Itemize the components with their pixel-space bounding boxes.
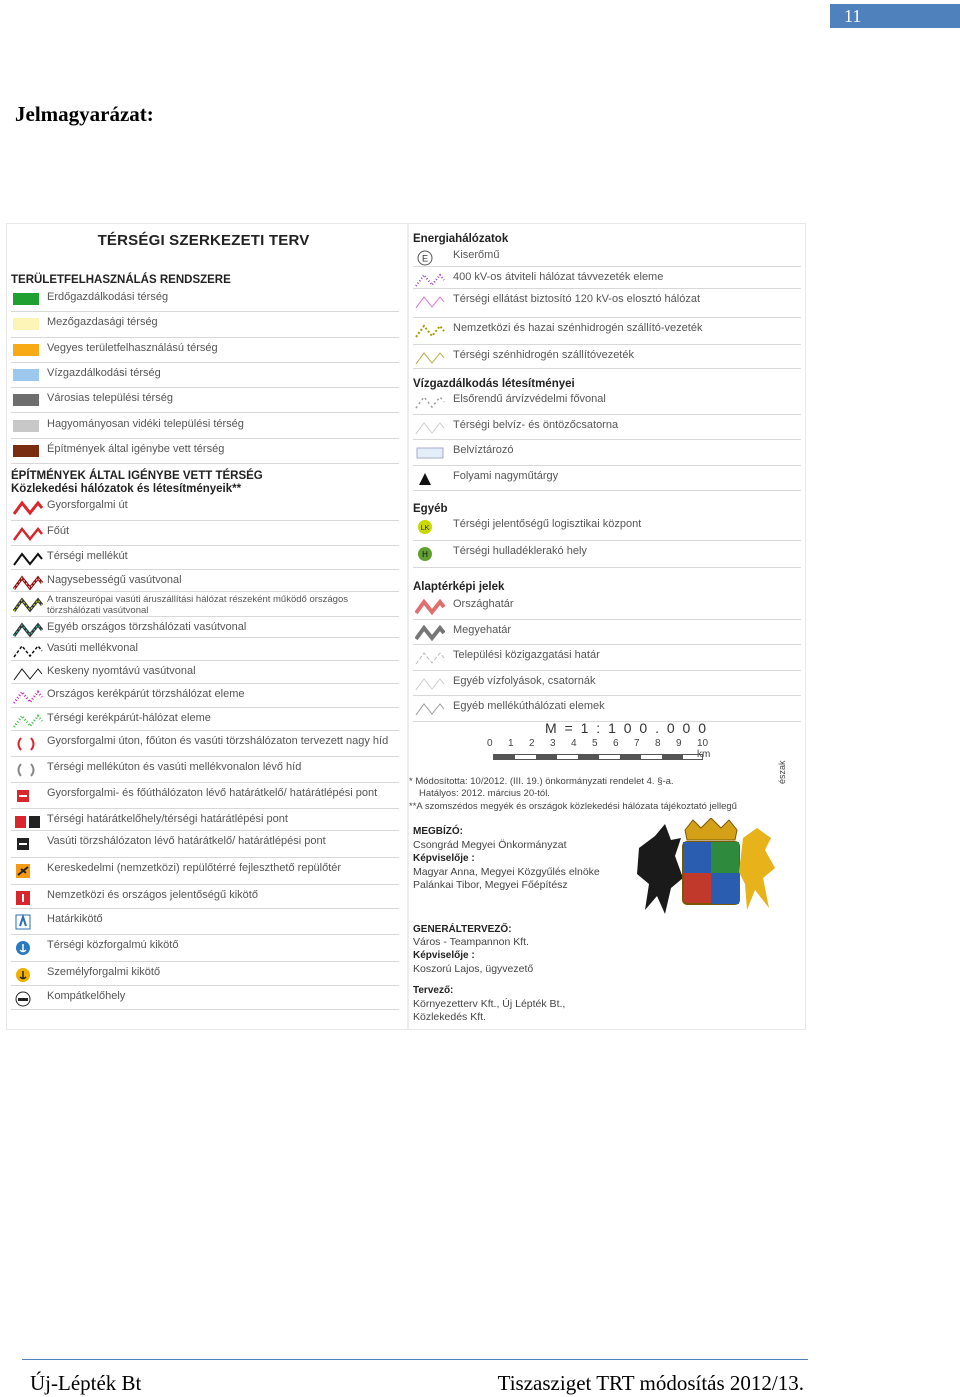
legend-row-label: Erdőgazdálkodási térség xyxy=(47,291,169,303)
legend-row xyxy=(413,417,801,441)
client-rep-label: Képviselője : xyxy=(413,853,475,864)
client-label: MEGBÍZÓ: xyxy=(413,826,463,837)
legend-row xyxy=(413,622,801,646)
water-heading: Vízgazdálkodás létesítményei xyxy=(413,378,575,390)
base-map-heading: Alaptérképi jelek xyxy=(413,581,505,593)
scale-tick-label: 4 xyxy=(571,738,577,749)
scale-tick-label: 1 xyxy=(508,738,514,749)
scale-tick-label: 3 xyxy=(550,738,556,749)
legend-row-label: Térségi hulladéklerakó hely xyxy=(453,545,587,557)
legend-row-label: Építmények által igénybe vett térség xyxy=(47,442,225,455)
legend-row-label: Települési közigazgatási határ xyxy=(453,649,600,661)
designer-label: GENERÁLTERVEZŐ: xyxy=(413,924,512,935)
legend-row-label: Egyéb országos törzshálózati vasútvonal xyxy=(47,621,247,633)
legend-row xyxy=(11,686,399,708)
legend-row xyxy=(413,391,801,415)
footer-right: Tiszasziget TRT módosítás 2012/13. xyxy=(497,1371,804,1395)
client-rep1: Magyar Anna, Megyei Közgyűlés elnöke xyxy=(413,866,600,878)
legend-row-label: Belvíztározó xyxy=(453,444,514,456)
legend-row xyxy=(11,710,399,731)
legend-row-label: Térségi ellátást biztosító 120 kV-os elosztó hálózat xyxy=(453,293,701,305)
color-swatch xyxy=(13,369,39,381)
legend-row-label: Főút xyxy=(47,525,70,537)
legend-row xyxy=(11,548,399,570)
legend-row xyxy=(11,523,399,546)
legend-row-label: Vasúti törzshálózaton lévő határátkelő/ határátlépési pont xyxy=(47,835,326,847)
page-number: 11 xyxy=(830,4,960,28)
legend-row-label: Mezőgazdasági térség xyxy=(47,316,158,329)
legend-row-label: Térségi mellékút xyxy=(47,550,128,562)
legend-row xyxy=(11,988,399,1010)
legend-row xyxy=(413,673,801,697)
other-heading: Egyéb xyxy=(413,503,448,515)
legend-row xyxy=(11,759,399,783)
legend-row-label: Vegyes területfelhasználású térség xyxy=(47,341,218,354)
legend-row xyxy=(11,785,399,809)
legend-row-label: Keskeny nyomtávú vasútvonal xyxy=(47,665,196,677)
planners-label: Tervező: xyxy=(413,985,454,996)
legend-row-label: Térségi szénhidrogén szállítóvezeték xyxy=(453,349,634,361)
legend-row-label: Személyforgalmi kikötő xyxy=(47,966,161,978)
legend-row-label: Kereskedelmi (nemzetközi) repülőtérré fejleszthető repülőtér xyxy=(47,862,342,874)
legend-row xyxy=(11,497,399,521)
legend-row xyxy=(413,698,801,722)
legend-row xyxy=(11,663,399,684)
legend-row xyxy=(413,347,801,369)
legend-row-label: Országos kerékpárút törzshálózat eleme xyxy=(47,688,245,700)
legend-row-label: Nemzetközi és hazai szénhidrogén szállító-vezeték xyxy=(453,322,703,334)
land-use-heading: TERÜLETFELHASZNÁLÁS RENDSZERE xyxy=(11,274,231,286)
legend-row-label: Városias települési térség xyxy=(47,392,173,405)
legend-row xyxy=(11,619,399,638)
legend-row-label: Térségi határátkelőhely/térségi határátlépési pont xyxy=(47,813,288,825)
legend-row-label: Gyorsforgalmi úton, főúton és vasúti törzshálózaton tervezett nagy híd xyxy=(47,735,389,747)
legend-row xyxy=(413,596,801,620)
legend-row xyxy=(413,269,801,289)
legend-row-label: Határkikötő xyxy=(47,913,103,925)
legend-row-label: Folyami nagyműtárgy xyxy=(453,469,559,482)
legend-row-label: Térségi mellékúton és vasúti mellékvonalon lévő híd xyxy=(47,761,302,773)
scale-tick-label: 2 xyxy=(529,738,535,749)
footer-divider xyxy=(22,1359,808,1360)
north-label: észak xyxy=(777,760,787,784)
legend-row-label: Hagyományosan vidéki települési térség xyxy=(47,417,244,430)
legend-row-label: Térségi jelentőségű logisztikai központ xyxy=(453,518,642,530)
scale-tick-label: 6 xyxy=(613,738,619,749)
coat-of-arms-icon xyxy=(635,818,779,922)
note-neighbours: **A szomszédos megyék és országok közlekedési hálózata tájékoztató jellegű xyxy=(409,801,737,812)
legend-row-label: Nemzetközi és országos jelentőségű kikötő xyxy=(47,889,258,901)
svg-text:E: E xyxy=(421,253,429,264)
planners-line1: Környezetterv Kft., Új Lépték Bt., xyxy=(413,998,566,1010)
legend-row xyxy=(11,733,399,757)
legend-row-label: Elsőrendű árvízvédelmi fővonal xyxy=(453,393,606,405)
legend-row-label: Kompátkelőhely xyxy=(47,990,126,1002)
scale-tick-label: 8 xyxy=(655,738,661,749)
legend-row xyxy=(11,416,399,439)
legend-image xyxy=(6,223,806,1030)
legend-row xyxy=(11,340,399,363)
planners-line2: Közlekedés Kft. xyxy=(413,1011,486,1023)
legend-row xyxy=(413,543,801,568)
legend-row xyxy=(11,594,399,617)
legend-row xyxy=(11,860,399,885)
svg-text:LK: LK xyxy=(420,525,430,532)
color-swatch xyxy=(13,293,39,305)
footer-left: Új-Lépték Bt xyxy=(30,1371,142,1395)
note-modified: * Módosította: 10/2012. (III. 19.) önkormányzati rendelet 4. §-a. xyxy=(409,776,674,787)
note-effective: Hatályos: 2012. március 20-tól. xyxy=(419,788,550,799)
scale-tick-label: 5 xyxy=(592,738,598,749)
legend-row xyxy=(11,441,399,464)
legend-row xyxy=(11,811,399,831)
legend-row xyxy=(11,887,399,909)
legend-row xyxy=(11,937,399,962)
designer-name: Város - Teampannon Kft. xyxy=(413,936,529,948)
legend-row xyxy=(11,833,399,858)
scale-tick-label: 7 xyxy=(634,738,640,749)
legend-row xyxy=(413,320,801,345)
legend-row xyxy=(413,468,801,492)
legend-row xyxy=(413,442,801,466)
legend-row-label: Országhatár xyxy=(453,598,514,610)
legend-row-label: Gyorsforgalmi- és főúthálózaton lévő határátkelő/ határátlépési pont xyxy=(47,787,378,799)
legend-row-label: Megyehatár xyxy=(453,623,512,636)
color-swatch xyxy=(13,318,39,330)
scale-tick-label: 10 km xyxy=(697,738,711,760)
legend-row xyxy=(11,390,399,413)
legend-row-label: Nagysebességű vasútvonal xyxy=(47,574,182,586)
scale-bar xyxy=(493,754,703,760)
legend-row-label: Gyorsforgalmi út xyxy=(47,499,128,511)
legend-row xyxy=(413,516,801,541)
legend-row-label: Térségi kerékpárút-hálózat eleme xyxy=(47,712,211,724)
legend-left-column xyxy=(7,224,400,1029)
svg-text:H: H xyxy=(422,550,428,559)
scale-tick-label: 9 xyxy=(676,738,682,749)
energy-heading: Energiahálózatok xyxy=(413,233,509,245)
legend-row-label: Térségi belvíz- és öntözőcsatorna xyxy=(453,418,619,431)
legend-row xyxy=(11,572,399,592)
legend-row xyxy=(11,289,399,312)
legend-row xyxy=(11,911,399,935)
legend-row-label: Vasúti mellékvonal xyxy=(47,642,138,654)
structures-heading: ÉPÍTMÉNYEK ÁLTAL IGÉNYBE VETT TÉRSÉG xyxy=(11,470,263,482)
legend-row-label: Kiserőmű xyxy=(453,249,500,261)
scale-title: M = 1 : 1 0 0 . 0 0 0 xyxy=(545,720,709,736)
legend-row xyxy=(413,291,801,318)
client-name: Csongrád Megyei Önkormányzat xyxy=(413,839,567,851)
color-swatch xyxy=(13,420,39,432)
client-rep2: Palánkai Tibor, Megyei Főépítész xyxy=(413,879,568,891)
legend-row-label: Vízgazdálkodási térség xyxy=(47,366,161,379)
legend-row-label: A transzeurópai vasúti áruszállítási hálózat részeként működő országos törzshálózati vasútvonal xyxy=(47,594,348,616)
color-swatch xyxy=(13,394,39,406)
legend-row xyxy=(11,964,399,986)
legend-row xyxy=(11,365,399,388)
legend-row xyxy=(11,640,399,661)
legend-row xyxy=(413,247,801,267)
transport-heading: Közlekedési hálózatok és létesítményeik** xyxy=(11,483,242,495)
legend-title: TÉRSÉGI SZERKEZETI TERV xyxy=(97,232,310,249)
legend-row xyxy=(413,647,801,671)
legend-row-label: Egyéb mellékúthálózati elemek xyxy=(453,700,605,712)
page-heading: Jelmagyarázat: xyxy=(15,102,154,126)
color-swatch xyxy=(13,344,39,356)
designer-rep-label: Képviselője : xyxy=(413,950,475,961)
legend-right-column xyxy=(407,224,806,1029)
legend-row-label: 400 kV-os átviteli hálózat távvezeték eleme xyxy=(453,271,664,283)
color-swatch xyxy=(13,445,39,457)
legend-row-label: Egyéb vízfolyások, csatornák xyxy=(453,674,596,687)
designer-rep: Koszorú Lajos, ügyvezető xyxy=(413,963,534,975)
scale-tick-label: 0 xyxy=(487,738,493,749)
legend-row-label: Térségi közforgalmú kikötő xyxy=(47,939,179,951)
legend-row xyxy=(11,314,399,337)
